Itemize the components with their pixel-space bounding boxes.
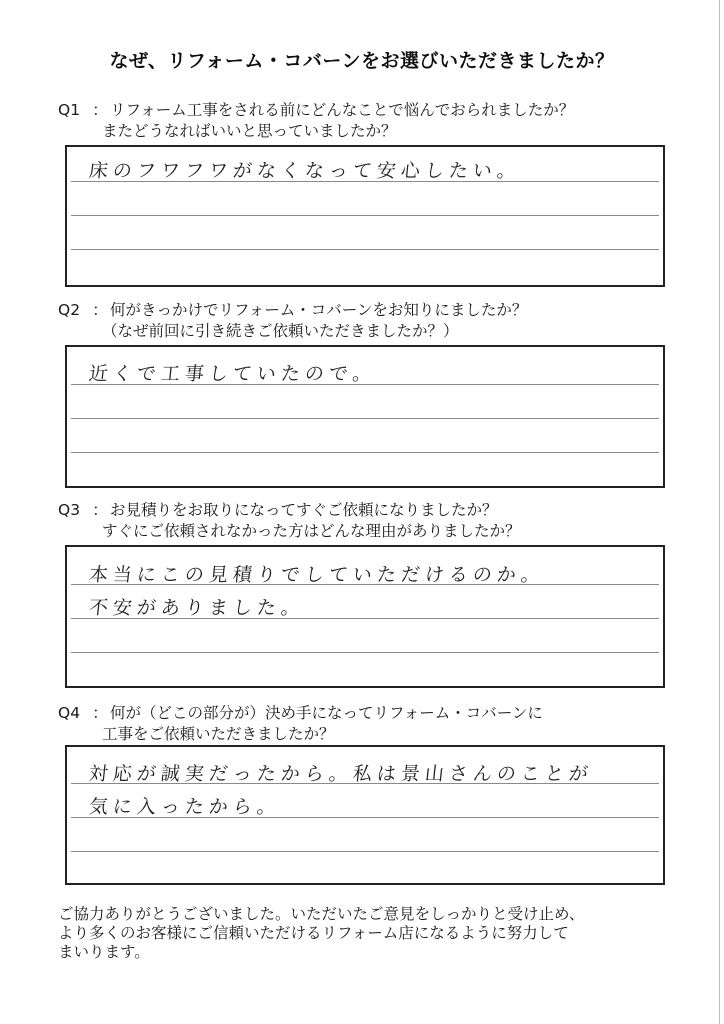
question-colon: ： <box>92 301 108 319</box>
answer-rule <box>71 652 659 653</box>
handwritten-answer-line-2: 不安がありました。 <box>87 597 307 619</box>
answer-rule <box>71 452 659 453</box>
scan-edge-line <box>719 0 720 1024</box>
question-text-line-2: すぐにご依頼されなかった方はどんな理由がありましたか？ <box>102 522 521 540</box>
handwritten-answer-line-1: 本当にこの見積りでしていただけるのか。 <box>87 564 547 586</box>
question-colon: ： <box>92 704 108 722</box>
answer-rule <box>71 418 659 419</box>
question-2 <box>58 300 527 342</box>
question-text-line-2: （なぜ前回に引き続きご依頼いただきましたか？） <box>102 322 459 340</box>
question-text-line-1: 何がきっかけでリフォーム・コバーンをお知りにましたか？ <box>110 301 528 319</box>
answer-rule <box>71 249 659 250</box>
question-number: Q1 <box>58 101 81 119</box>
closing-message-line-2: より多くのお客様にご信頼いただけるリフォーム店になるように努力して <box>58 924 569 942</box>
handwritten-answer-line-1: 対応が誠実だったから。私は景山さんのことが <box>87 763 595 785</box>
question-text-line-2: またどうなればいいと思っていましたか？ <box>102 122 397 140</box>
handwritten-answer-line-2: 気に入ったから。 <box>87 796 283 818</box>
closing-message-line-3: まいります。 <box>58 943 150 961</box>
answer-rule <box>71 215 659 216</box>
closing-message-line-1: ご協力ありがとうございました。いただいたご意見をしっかりと受け止め、 <box>58 905 585 923</box>
closing-message <box>58 905 658 962</box>
question-3 <box>58 500 521 542</box>
question-colon: ： <box>92 101 108 119</box>
handwritten-answer-line-1: 床のフワフワがなくなって安心したい。 <box>87 160 523 182</box>
answer-box-3 <box>65 545 665 688</box>
question-4 <box>58 703 543 745</box>
answer-box-4 <box>65 745 665 885</box>
question-text-line-1: お見積りをお取りになってすぐご依頼になりましたか？ <box>110 501 498 519</box>
handwritten-answer-line-1: 近くで工事していたので。 <box>87 363 378 385</box>
question-number: Q4 <box>58 704 81 722</box>
question-1 <box>58 100 574 142</box>
question-number: Q3 <box>58 501 81 519</box>
question-text-line-1: 何が（どこの部分が）決め手になってリフォーム・コバーンに <box>110 704 543 722</box>
question-text-line-1: リフォーム工事をされる前にどんなことで悩んでおられましたか？ <box>110 101 575 119</box>
question-number: Q2 <box>58 301 81 319</box>
question-colon: ： <box>92 501 108 519</box>
page-title: なぜ、リフォーム・コバーンをお選びいただきましたか？ <box>109 50 615 72</box>
question-text-line-2: 工事をご依頼いただきましたか？ <box>102 725 335 743</box>
answer-rule <box>71 851 659 852</box>
answer-box-1 <box>65 145 665 287</box>
answer-box-2 <box>65 345 665 488</box>
